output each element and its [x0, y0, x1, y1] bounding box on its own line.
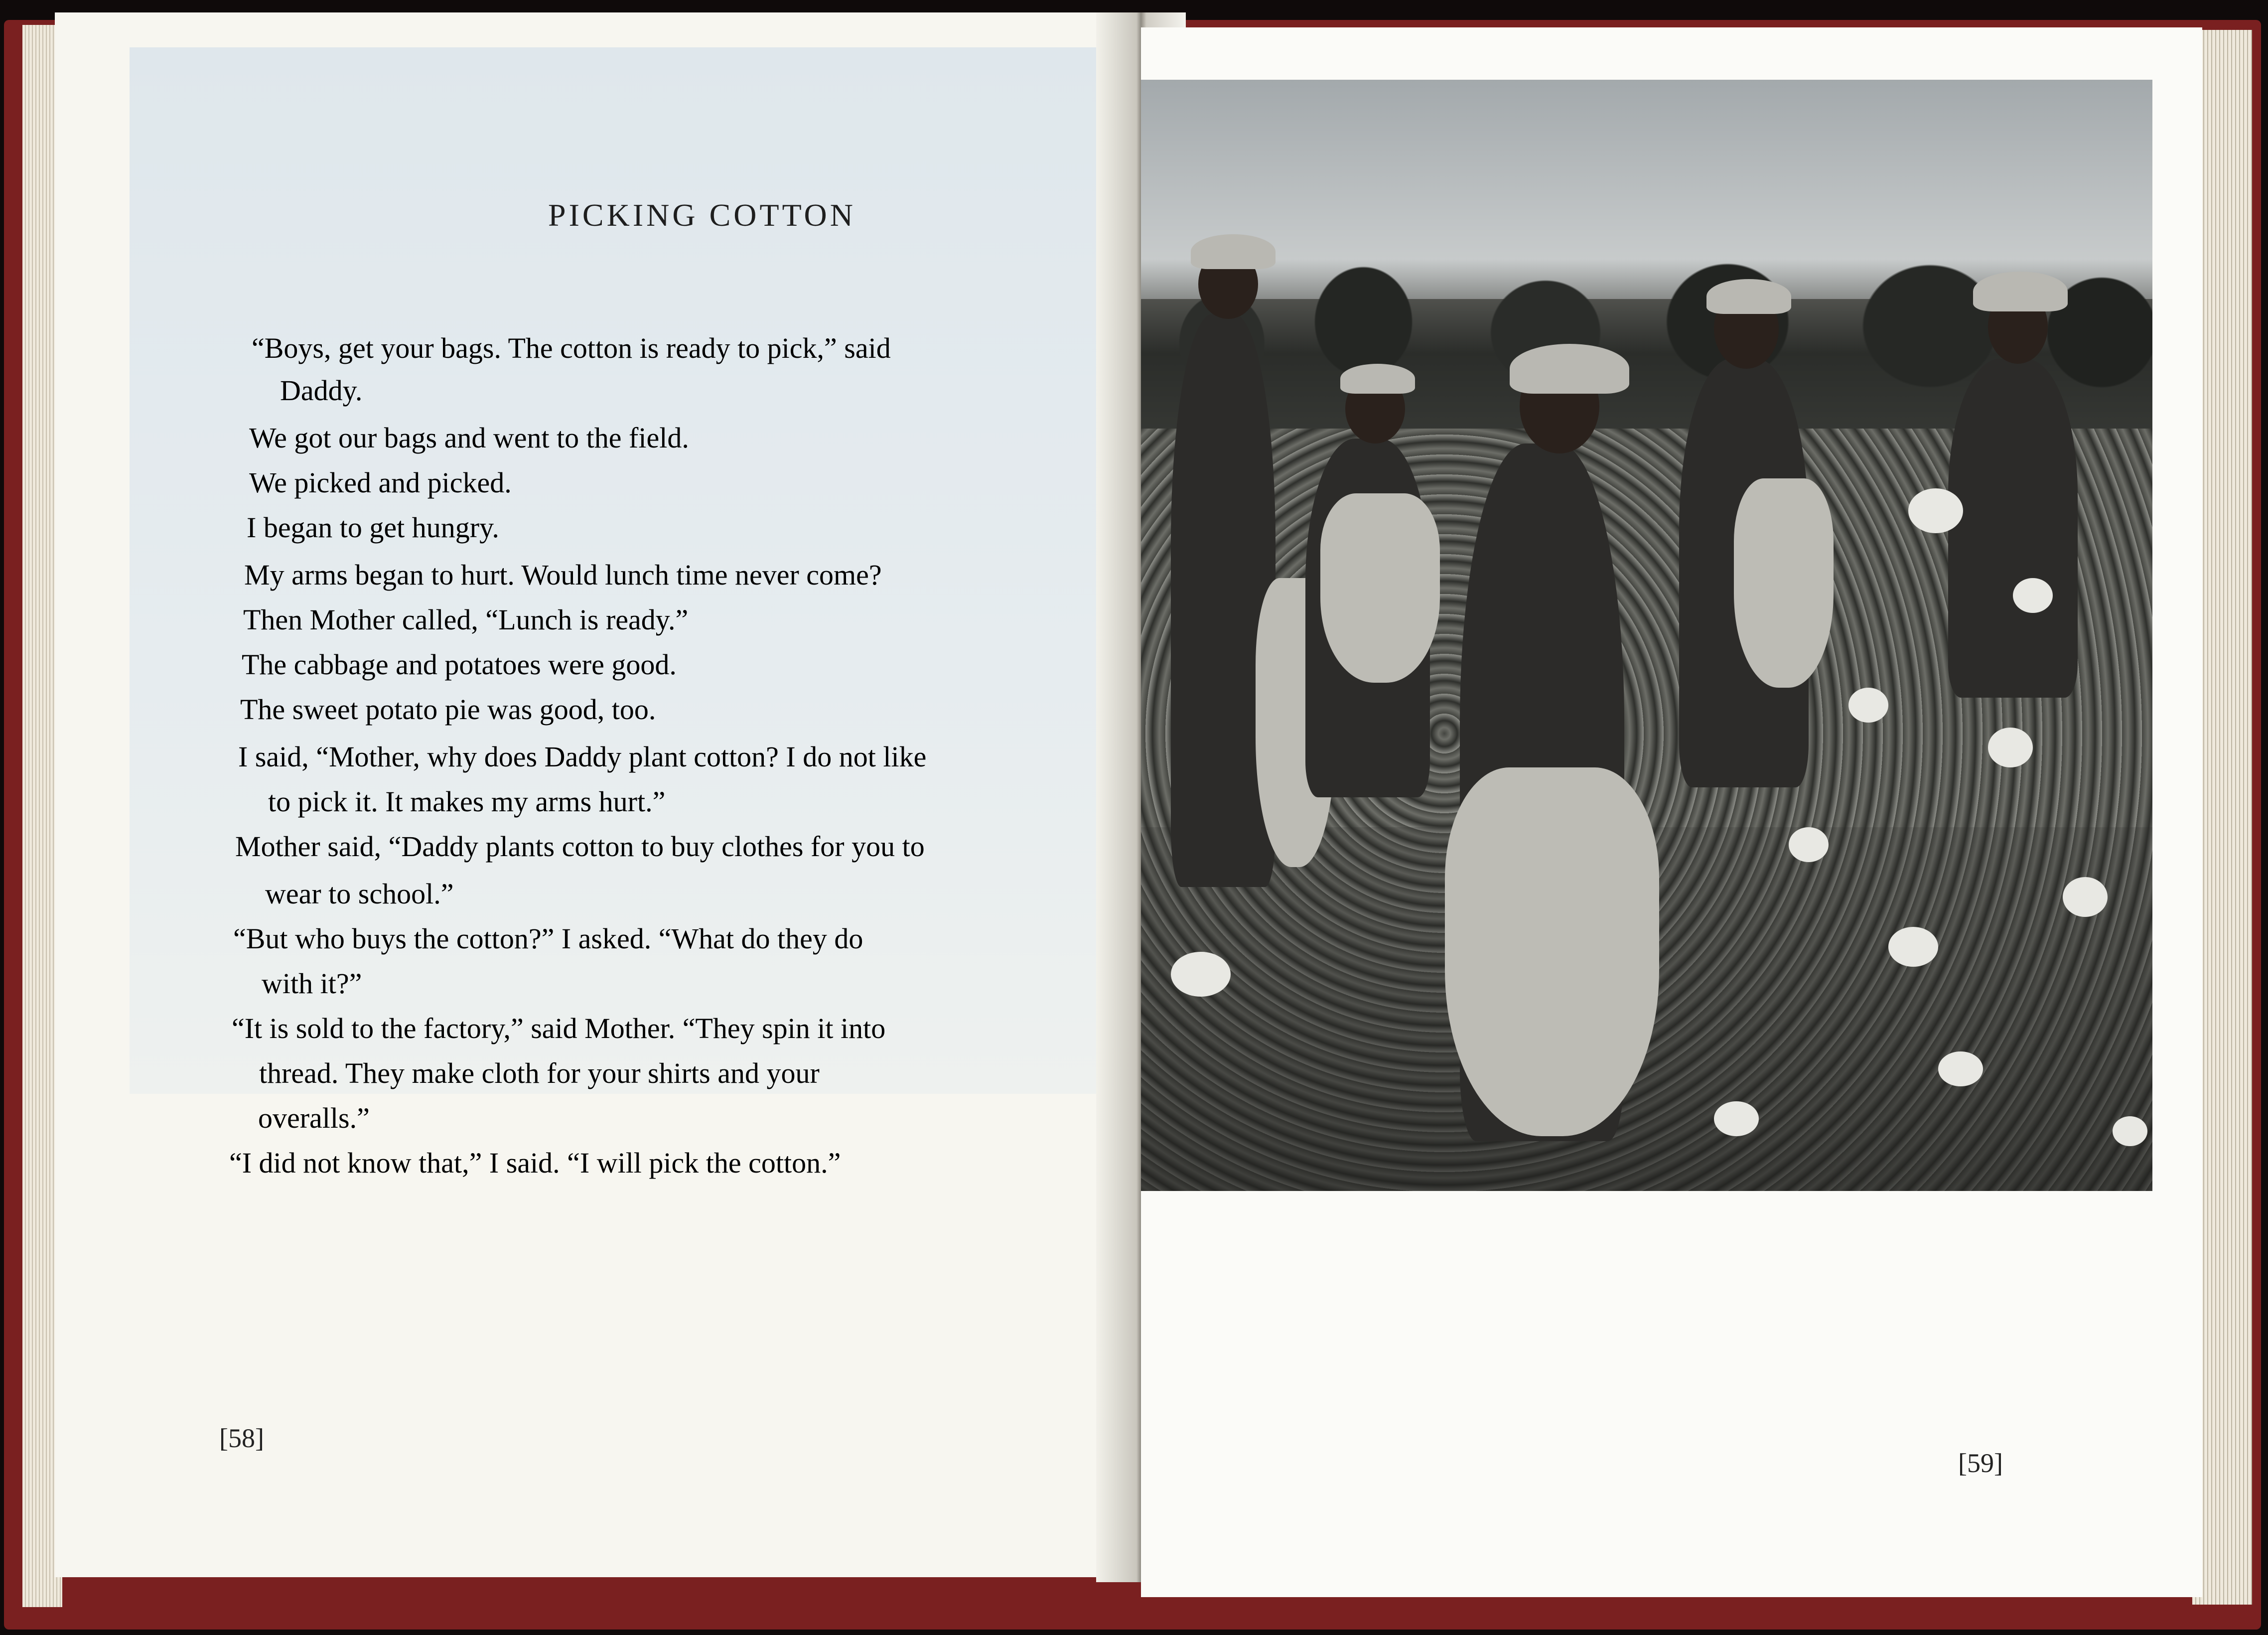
cotton-boll	[1714, 1101, 1759, 1136]
page-number-right: [59]	[1958, 1448, 2003, 1478]
text-line: The cabbage and potatoes were good.	[242, 648, 677, 681]
text-line: Then Mother called, “Lunch is ready.”	[243, 603, 689, 636]
cotton-boll	[1988, 728, 2033, 767]
cotton-sack	[1320, 493, 1440, 683]
text-line: I began to get hungry.	[247, 511, 499, 544]
text-line: thread. They make cloth for your shirts and your	[259, 1057, 820, 1089]
child-figure	[1948, 359, 2078, 698]
text-line: Daddy.	[280, 374, 363, 407]
photograph-children-picking-cotton	[1141, 80, 2152, 1191]
text-line: “But who buys the cotton?” I asked. “What do they do	[233, 922, 863, 955]
text-line: to pick it. It makes my arms hurt.”	[268, 785, 666, 818]
text-line: “It is sold to the factory,” said Mother. “They spin it into	[232, 1012, 886, 1044]
cotton-boll	[1888, 927, 1938, 967]
cotton-boll	[1908, 488, 1963, 533]
story-title: PICKING COTTON	[548, 197, 856, 233]
text-line: I said, “Mother, why does Daddy plant cotton? I do not like	[238, 741, 927, 773]
cotton-boll	[2013, 578, 2053, 613]
text-line: We picked and picked.	[249, 466, 512, 499]
text-line: with it?”	[262, 967, 362, 1000]
cotton-sack	[1734, 478, 1834, 688]
text-line: The sweet potato pie was good, too.	[240, 693, 656, 726]
cotton-boll	[2113, 1116, 2147, 1146]
cotton-boll	[1171, 952, 1231, 997]
cotton-sack	[1445, 767, 1659, 1136]
page-number-left: [58]	[219, 1423, 264, 1453]
cotton-boll	[1789, 827, 1829, 862]
text-line: “Boys, get your bags. The cotton is ready to pick,” said	[252, 332, 891, 364]
cotton-boll	[2063, 877, 2108, 917]
left-page	[55, 12, 1131, 1577]
text-line: overalls.”	[258, 1102, 370, 1134]
text-line: We got our bags and went to the field.	[249, 422, 689, 454]
text-line: My arms began to hurt. Would lunch time never come?	[244, 559, 882, 591]
text-line: wear to school.”	[265, 878, 454, 910]
text-line: Mother said, “Daddy plants cotton to buy clothes for you to	[235, 830, 925, 863]
text-line: “I did not know that,” I said. “I will pick the cotton.”	[229, 1147, 841, 1179]
cotton-boll	[1938, 1051, 1983, 1086]
cotton-boll	[1848, 688, 1888, 723]
